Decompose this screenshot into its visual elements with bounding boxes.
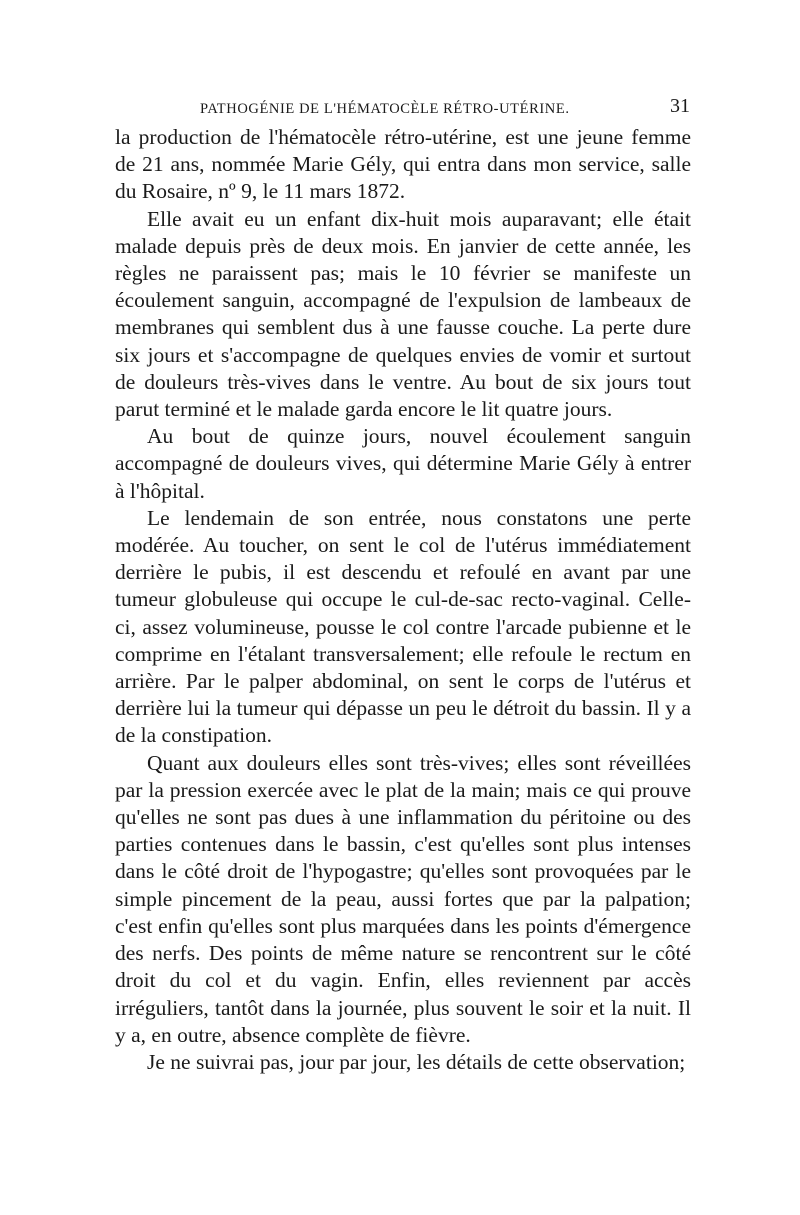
- running-title: PATHOGÉNIE DE L'HÉMATOCÈLE RÉTRO-UTÉRINE.: [200, 101, 570, 117]
- paragraph: Elle avait eu un enfant dix-huit mois auparavant; elle était malade depuis près de deux mois. En janvier de cette année, les règles ne paraissent pas; mais le 10 février se manifeste un écoulement sanguin, accompagné de l'expulsion de lambeaux de membranes qui semblent dus à une fausse couche. La perte dure six jours et s'accompagne de quelques envies de vomir et surtout de douleurs très-vives dans le ventre. Au bout de six jours tout parut terminé et le malade garda encore le lit quatre jours.: [115, 206, 691, 422]
- paragraph: Le lendemain de son entrée, nous constatons une perte modérée. Au toucher, on sent le col de l'utérus immédiatement derrière le pubis, il est descendu et refoulé en avant par une tumeur globuleuse qui occupe le cul-de-sac recto-vaginal. Celle-ci, assez volumineuse, pousse le col contre l'arcade pubienne et le comprime en l'étalant transversalement; elle refoule le rectum en arrière. Par le palper abdominal, on sent le corps de l'utérus et derrière lui la tumeur qui dépasse un peu le détroit du bassin. Il y a de la constipation.: [115, 505, 691, 748]
- paragraph-continuation: la production de l'hématocèle rétro-utérine, est une jeune femme de 21 ans, nommée Marie Gély, qui entra dans mon service, salle du Rosaire, nº 9, le 11 mars 1872.: [115, 125, 691, 204]
- paragraph: Au bout de quinze jours, nouvel écoulement sanguin accompagné de douleurs vives, qui détermine Marie Gély à entrer à l'hôpital.: [115, 424, 691, 503]
- paragraph: Quant aux douleurs elles sont très-vives; elles sont réveillées par la pression exercée avec le plat de la main; mais ce qui prouve qu'elles ne sont pas dues à une inflammation du péritoine ou des parties contenues dans le bassin, c'est qu'elles sont plus intenses dans le côté droit de l'hypogastre; qu'elles sont provoquées par le simple pincement de la peau, aussi fortes que par la palpation; c'est enfin qu'elles sont plus marquées dans les points d'émergence des nerfs. Des points de même nature se rencontrent sur le côté droit du col et du vagin. Enfin, elles reviennent par accès irréguliers, tantôt dans la journée, plus souvent le soir et la nuit. Il y a, en outre, absence complète de fièvre.: [115, 750, 691, 1047]
- body-text: [115, 124, 691, 1076]
- paragraph: Je ne suivrai pas, jour par jour, les détails de cette observation;: [147, 1049, 686, 1074]
- page-header: [115, 95, 690, 125]
- page-number: 31: [670, 95, 690, 117]
